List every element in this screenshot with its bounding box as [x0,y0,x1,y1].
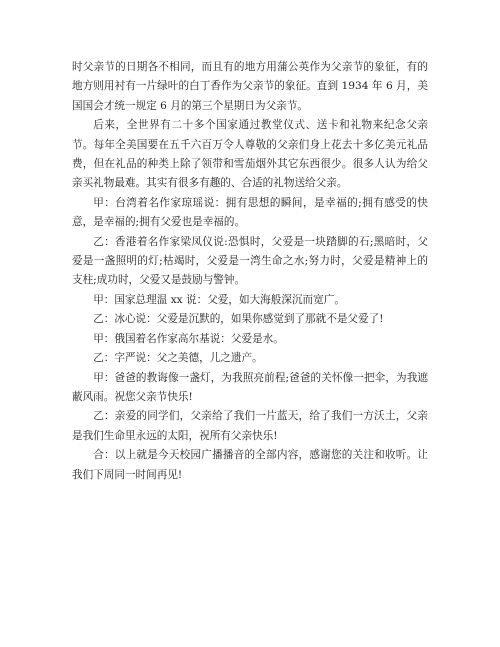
paragraph-worldwide-celebration: 后来，全世界有二十多个国家通过教堂仪式、送卡和礼物来纪念父亲节。每年全美国要在五千六百万令人尊敬的父亲们身上花去十多亿美元礼品费，但在礼品的种类上除了领带和雪茄烟外其它东西很少。很多人认为给父亲买礼物最难。其实有很多有趣的、合适的礼物送给父亲。 [72,119,428,190]
paragraph-quote-premier: 甲：国家总理温 xx 说：父爱，如大海般深沉而宽广。 [93,293,345,306]
paragraph-wish-classmates: 乙：亲爱的同学们，父亲给了我们一片蓝天，给了我们一方沃土，父亲是我们生命里永远的太阳，祝所有父亲快乐! [72,410,428,442]
paragraph-quote-ziyan: 乙：字严说：父之美德，儿之遗产。 [93,352,263,365]
paragraph-wish-dad: 甲：爸爸的教诲像一盏灯，为我照亮前程;爸爸的关怀像一把伞，为我遮蔽风雨。祝您父亲节快乐! [72,371,428,403]
paragraph-quote-bingxin: 乙：冰心说：父爱是沉默的，如果你感觉到了那就不是父爱了! [93,313,384,326]
paragraph-closing: 合：以上就是今天校园广播播音的全部内容，感谢您的关注和收听。让我们下周同一时间再见! [72,449,428,481]
document-body [72,58,428,485]
paragraph-quote-qiongyao: 甲：台湾着名作家琼瑶说：拥有思想的瞬间，是幸福的;拥有感受的快意，是幸福的;拥有父爱也是幸福的。 [72,196,428,229]
paragraph-quote-liang-fengyi: 乙：香港着名作家梁凤仪说:恐惧时，父爱是一块踏脚的石;黑暗时，父爱是一盏照明的灯;枯竭时，父爱是一湾生命之水;努力时，父爱是精神上的支柱;成功时，父爱又是鼓励与警钟。 [72,235,428,287]
paragraph-quote-gorky: 甲：俄国着名作家高尔基说：父爱是水。 [93,332,284,345]
paragraph-fathers-day-history: 时父亲节的日期各不相同，而且有的地方用蒲公英作为父亲节的象征，有的地方则用衬有一片绿叶的白丁香作为父亲节的象征。直到 1934 年 6 月，美国国会才统一规定 6 月的第三个星期日为父亲节。 [72,61,428,112]
